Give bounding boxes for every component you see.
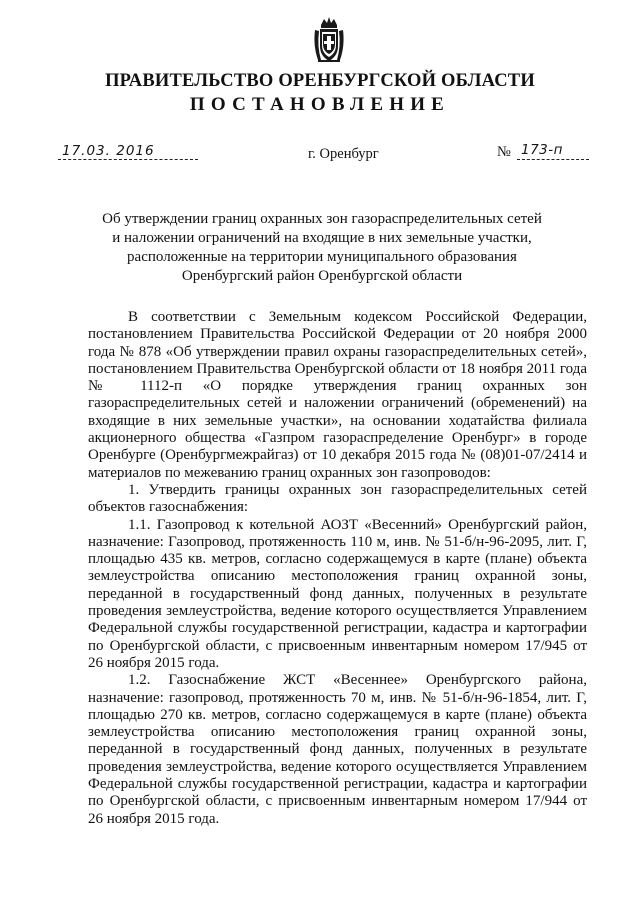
preamble-paragraph: В соответствии с Земельным кодексом Российской Федерации, постановлением Правительства Российской Федерации от 20 ноября 2000 года № 878 «Об утверждении правил охраны газораспределительных сетей», постановлением Правительства Оренбургской области от 18 ноября 2011 года № 1112-п «О порядке утверждения границ охранных зон газораспределительных сетей и наложении ограничений (обременений) на входящие в них земельные участки», на основании ходатайства филиала акционерного общества «Газпром газораспределение Оренбург» в городе Оренбурге (Оренбургмежрайгаз) от 10 декабря 2015 года № (08)01-07/2414 и материалов по межеванию границ охранных зон газопроводов: — [88, 309, 587, 481]
document-type-heading: ПОСТАНОВЛЕНИЕ — [189, 94, 451, 115]
item-1-1-paragraph: 1.1. Газопровод к котельной АОЗТ «Весенний» Оренбургский район, назначение: Газопровод, протяженность 110 м, инв. № 51-б/н-96-2095, лит. Г, площадью 435 кв. метров, согласно содержащемуся в карте (плане) объекта землеустройства описанию местоположения границ охранной зоны, переданной в государственный фонд данных, полученных в результате проведения землеустройства, ведение которого осуществляется Управлением Федеральной службы государственной регистрации, кадастра и картографии по Оренбургской области, с присвоенным инвентарным номером 17/945 от 26 ноября 2015 года. — [88, 516, 587, 671]
document-number-label: № — [497, 144, 511, 160]
date-underline — [58, 159, 198, 160]
subject-line: Оренбургский район Оренбургской области — [181, 268, 463, 284]
item-1-2-paragraph: 1.2. Газоснабжение ЖСТ «Весеннее» Оренбургского района, назначение: газопровод, протяженность 70 м, инв. № 51-б/н-96-1854, лит. Г, площадью 270 кв. метров, согласно содержащемуся в карте (плане) объекта землеустройства описанию местоположения границ охранной зоны, переданной в государственный фонд данных, полученных в результате проведения землеустройства, ведение которого осуществляется Управлением Федеральной службы государственной регистрации, кадастра и картографии по Оренбургской области, с присвоенным инвентарным номером 17/944 от 26 ноября 2015 года. — [88, 672, 587, 827]
document-body — [88, 309, 587, 828]
number-underline — [517, 159, 589, 160]
document-city: г. Оренбург — [308, 146, 379, 162]
document-number: 173-п — [521, 142, 563, 158]
subject-line: и наложении ограничений на входящие в них земельные участки, — [112, 230, 532, 246]
document-subject — [80, 210, 564, 286]
organization-title: ПРАВИТЕЛЬСТВО ОРЕНБУРГСКОЙ ОБЛАСТИ — [105, 71, 535, 91]
coat-of-arms-emblem — [312, 16, 346, 64]
subject-line: расположенные на территории муниципального образования — [127, 249, 517, 265]
subject-line: Об утверждении границ охранных зон газораспределительных сетей — [102, 211, 542, 227]
document-date: 17.03. 2016 — [62, 143, 155, 159]
item-1-paragraph: 1. Утвердить границы охранных зон газораспределительных сетей объектов газоснабжения: — [88, 481, 587, 516]
